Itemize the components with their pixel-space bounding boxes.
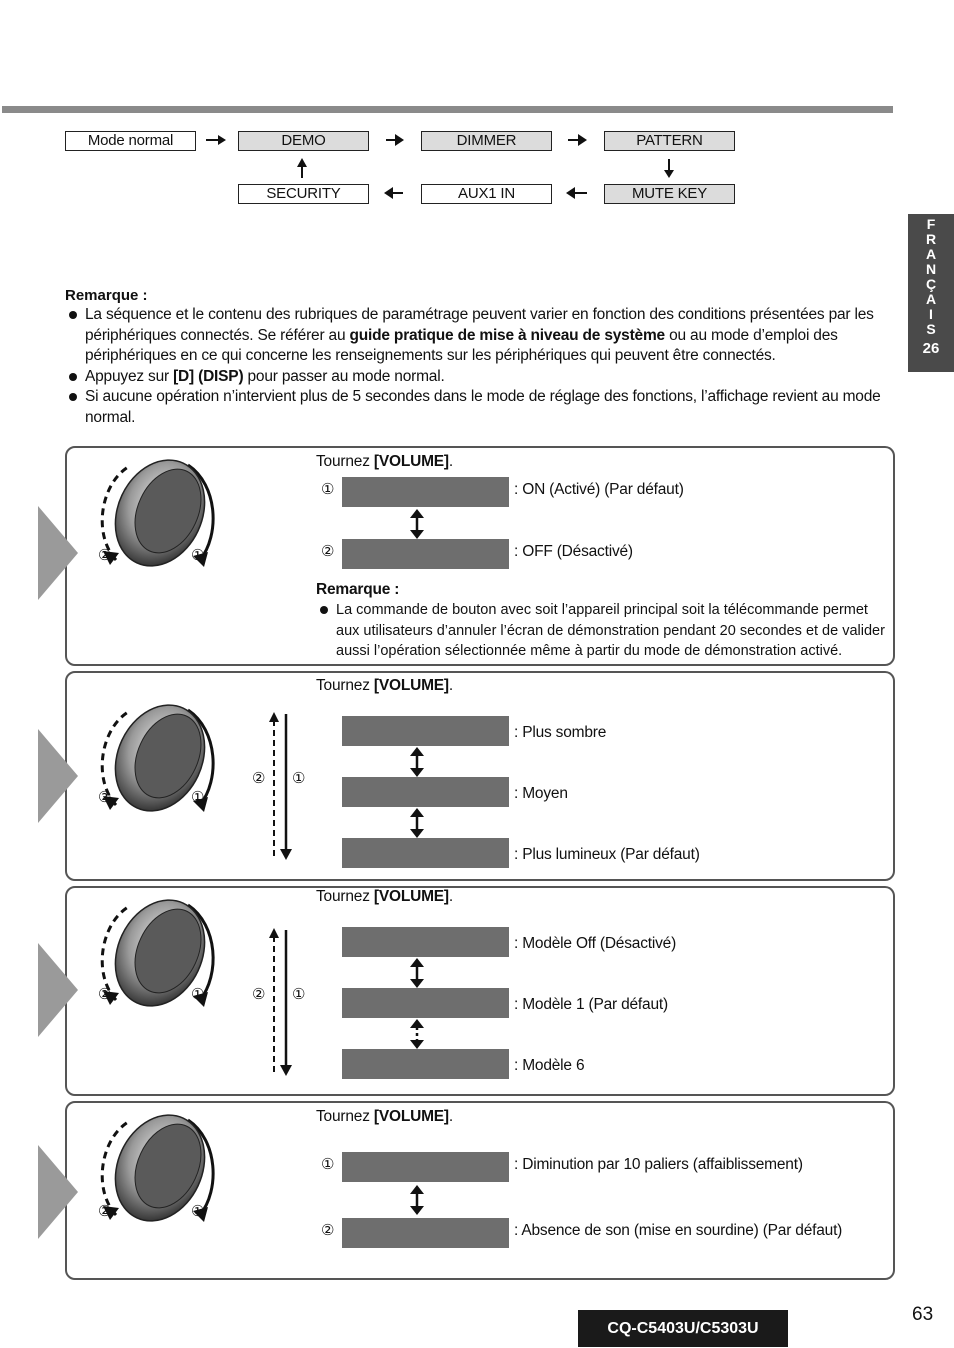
label-demo-off: : OFF (Désactivé): [514, 543, 633, 560]
demo-remark-text: La commande de bouton avec soit l’appareil principal soit la télécommande permet aux utilisateurs d’annuler l’écran de démonstration pendant 20 secondes et de valider aussi l’opération sélectionnée même à partir du mode de démonstration activé.: [316, 600, 888, 662]
remark-list: [65, 305, 887, 428]
step-arrow-1: [38, 506, 78, 600]
label-dimmer-1: : Plus sombre: [514, 724, 607, 741]
remark-bullet-1: La séquence et le contenu des rubriques de paramétrage peuvent varier en fonction des conditions présentées par les périphériques connectés. Se référer au guide pratique de mise à niveau de système ou au mode d’emploi des périphériques en ce qui concerne les renseignements sur les périphériques qui peuvent être connectés.: [65, 305, 887, 367]
flow-mute-key: MUTE KEY: [604, 184, 735, 204]
cycle-number-2: ②: [252, 770, 266, 787]
toggle-arrow-icon: [405, 509, 429, 539]
flow-pattern: PATTERN: [604, 131, 735, 151]
flow-mode-normal: Mode normal: [65, 131, 196, 151]
knob-cw-number: ①: [191, 547, 205, 564]
label-pattern-off: : Modèle Off (Désactivé): [514, 935, 677, 952]
lcd-pattern-1: [342, 988, 509, 1018]
lcd-key-att: [342, 1152, 509, 1182]
flow-arrows: [0, 120, 760, 220]
dotted-toggle-arrow-icon: [405, 1019, 429, 1049]
label-key-mute: : Absence de son (mise en sourdine) (Par défaut): [514, 1222, 843, 1239]
remark-title: Remarque :: [65, 287, 148, 304]
language-tab-letters: F R A N Ç A I S: [925, 216, 937, 337]
toggle-arrow-icon: [405, 958, 429, 988]
flow-demo: DEMO: [238, 131, 369, 151]
cycle-number-1: ①: [292, 986, 306, 1003]
toggle-arrow-icon: [405, 1185, 429, 1215]
cycle-number-1: ①: [292, 770, 306, 787]
cycle-number-2: ②: [252, 986, 266, 1003]
option-number-1: ①: [321, 1156, 335, 1173]
knob-cw-number: ①: [191, 789, 205, 806]
step-arrow-4: [38, 1145, 78, 1239]
knob-ccw-number: ②: [98, 986, 112, 1003]
lcd-demo-on: [342, 477, 509, 507]
step-arrow-2: [38, 729, 78, 823]
flow-security: SECURITY: [238, 184, 369, 204]
language-tab-page: 26: [922, 340, 940, 357]
lcd-dimmer-3: [342, 838, 509, 868]
option-number-2: ②: [321, 1222, 335, 1239]
header-rule: [2, 106, 893, 113]
knob-cw-number: ①: [191, 986, 205, 1003]
lcd-pattern-off: [342, 927, 509, 957]
label-key-att: : Diminution par 10 paliers (affaiblissement): [514, 1156, 803, 1173]
toggle-arrow-icon: [405, 747, 429, 777]
label-pattern-6: : Modèle 6: [514, 1057, 585, 1074]
language-tab: [908, 214, 954, 372]
page-number: 63: [912, 1304, 934, 1325]
turn-volume-instruction: Tournez [VOLUME].: [316, 1108, 453, 1125]
option-number-2: ②: [321, 543, 335, 560]
flow-aux1: AUX1 IN: [421, 184, 552, 204]
toggle-arrow-icon: [405, 808, 429, 838]
flow-dimmer: DIMMER: [421, 131, 552, 151]
label-pattern-1: : Modèle 1 (Par défaut): [514, 996, 668, 1013]
lcd-pattern-6: [342, 1049, 509, 1079]
turn-volume-instruction: Tournez [VOLUME].: [316, 888, 453, 905]
knob-ccw-number: ②: [98, 789, 112, 806]
turn-volume-instruction: Tournez [VOLUME].: [316, 677, 453, 694]
turn-volume-instruction: Tournez [VOLUME].: [316, 453, 453, 470]
knob-ccw-number: ②: [98, 547, 112, 564]
label-dimmer-2: : Moyen: [514, 785, 568, 802]
remark-bullet-3: Si aucune opération n’intervient plus de 5 secondes dans le mode de réglage des fonctions, l’affichage revient au mode normal.: [65, 387, 887, 428]
demo-remark-title: Remarque :: [316, 581, 400, 598]
label-demo-on: : ON (Activé) (Par défaut): [514, 481, 684, 498]
lcd-dimmer-2: [342, 777, 509, 807]
remark-bullet-2: Appuyez sur [D] (DISP) pour passer au mode normal.: [65, 367, 887, 388]
label-dimmer-3: : Plus lumineux (Par défaut): [514, 846, 700, 863]
knob-ccw-number: ②: [98, 1203, 112, 1220]
option-number-1: ①: [321, 481, 335, 498]
lcd-key-mute: [342, 1218, 509, 1248]
lcd-demo-off: [342, 539, 509, 569]
step-arrow-3: [38, 943, 78, 1037]
knob-cw-number: ①: [191, 1203, 205, 1220]
lcd-dimmer-1: [342, 716, 509, 746]
model-number: CQ-C5403U/C5303U: [578, 1310, 788, 1347]
